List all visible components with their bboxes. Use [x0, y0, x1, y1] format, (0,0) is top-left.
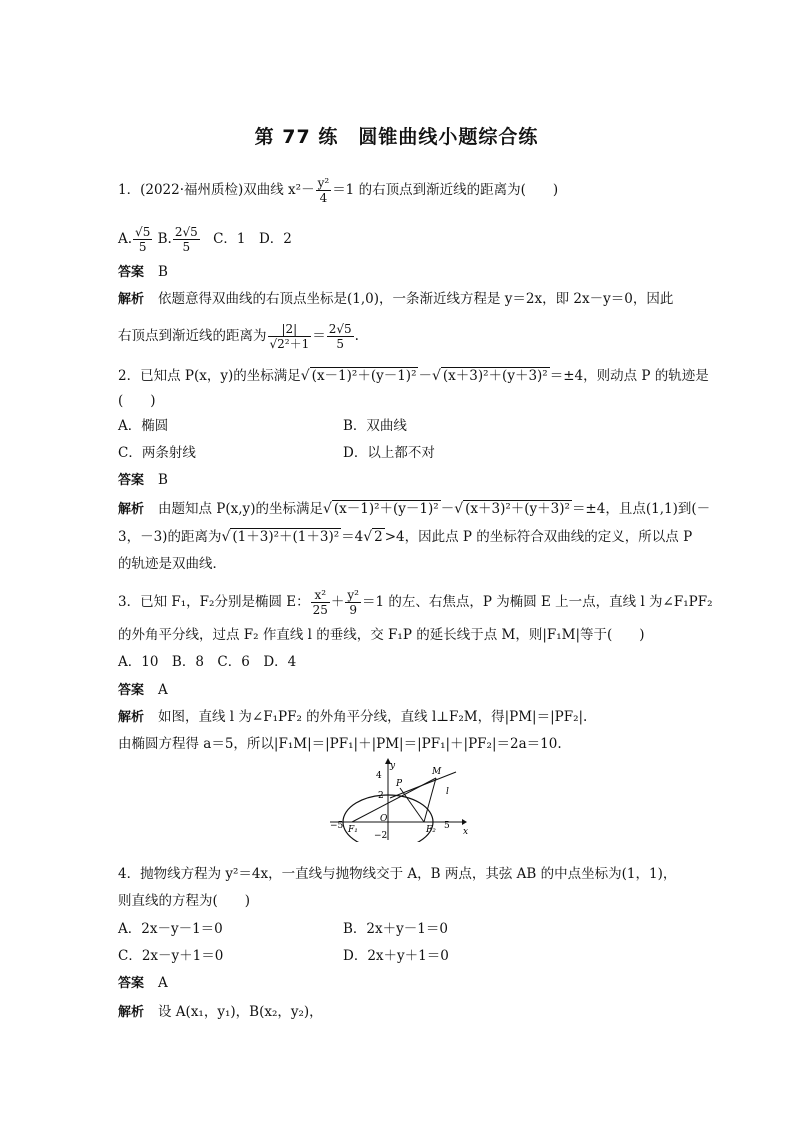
q1-stem-tail: ＝1 的右顶点到渐近线的距离为( ) — [332, 182, 559, 198]
q1-opt-b-num: 2√5 — [174, 225, 198, 239]
q1-stem-text: 1．(2022·福州质检)双曲线 x²－ — [118, 182, 315, 198]
q2-paren: ( ) — [118, 393, 156, 409]
page-title: 第 77 练 圆锥曲线小题综合练 — [254, 126, 539, 148]
q2-answer — [118, 470, 168, 491]
q3-answer-value: A — [158, 682, 168, 698]
q1-opt-a-label: A. — [118, 231, 133, 247]
q2-analysis-root2: (x＋3)²＋(y＋3)² — [465, 501, 570, 517]
fig-l: l — [446, 787, 449, 797]
q3-analysis-line2: 由椭圆方程得 a＝5，所以|F₁M|＝|PF₁|＋|PM|＝|PF₁|＋|PF₂|＝2a＝10. — [118, 736, 562, 752]
fig-x-label: x — [463, 827, 468, 837]
q3-frac1-den: 25 — [312, 603, 328, 617]
q1-frac-den: 4 — [319, 191, 328, 205]
q1-dist-num: |2| — [268, 322, 312, 337]
fig-tick-m2: −2 — [374, 831, 388, 841]
q1-dist-res-frac — [327, 322, 354, 351]
q3-frac2 — [345, 588, 361, 617]
q2-analysis-line1 — [118, 499, 710, 520]
q1-dist-res-num: 2√5 — [328, 322, 352, 336]
fig-tick-2: 2 — [378, 791, 384, 801]
q1-analysis-text1: 依题意得双曲线的右顶点坐标是(1,0)，一条渐近线方程是 y＝2x，即 2x－y＝0，因此 — [158, 291, 674, 307]
q4-stem-line1: 4．抛物线方程为 y²＝4x，一直线与抛物线交于 A，B 两点，其弦 AB 的中点坐标为(1，1)， — [118, 866, 677, 882]
q3-frac1-num: x² — [311, 588, 330, 603]
q4-stem-line2: 则直线的方程为( ) — [118, 893, 251, 909]
q1-dist-frac — [268, 322, 312, 351]
q2-opt-d: D．以上都不对 — [343, 445, 435, 461]
fig-tick-m5: −5 — [330, 821, 344, 831]
q1-answer — [118, 262, 168, 283]
q2-opt-c: C．两条射线 — [118, 445, 196, 461]
q2-root2: (x＋3)²＋(y＋3)² — [442, 368, 548, 384]
sqrt-symbol: √ — [300, 368, 310, 384]
answer-label: 答案 — [118, 683, 145, 698]
q1-answer-value: B — [158, 264, 168, 280]
q2-analysis-tail1: ＝±4，且点(1,1)到(－ — [571, 501, 711, 517]
q4-opt-c: C．2x－y＋1＝0 — [118, 948, 224, 964]
q4-opt-a: A．2x－y－1＝0 — [118, 921, 223, 937]
q4-analysis-text1: 设 A(x₁，y₁)，B(x₂，y₂)， — [158, 1004, 323, 1020]
sqrt-symbol: √ — [322, 501, 332, 517]
q1-opt-a-frac — [133, 225, 152, 254]
q2-analysis-text2: 3，－3)的距离为 — [118, 529, 222, 545]
line-m-f2 — [424, 778, 436, 822]
q1-opt-b-frac — [173, 225, 200, 254]
analysis-label: 解析 — [118, 710, 145, 725]
q2-analysis-minus: － — [440, 501, 455, 517]
q2-minus: － — [418, 368, 432, 384]
q2-analysis-root3: (1＋3)²＋(1＋3)² — [232, 529, 340, 545]
q2-stem — [118, 366, 709, 386]
q3-plus: ＋ — [330, 594, 345, 610]
fig-y-label: y — [390, 761, 396, 771]
q1-analysis-line1 — [118, 289, 673, 310]
fig-f2: F₂ — [426, 825, 436, 835]
q2-opt-a: A．椭圆 — [118, 418, 169, 434]
q1-opt-a-num: √5 — [135, 225, 151, 239]
fig-tick-4: 4 — [376, 771, 382, 781]
q1-stem — [118, 176, 558, 205]
answer-label: 答案 — [118, 473, 145, 488]
q2-root1: (x－1)²＋(y－1)² — [311, 368, 417, 384]
q4-opt-b: B．2x＋y－1＝0 — [343, 921, 448, 937]
q3-analysis-text1: 如图，直线 l 为∠F₁PF₂ 的外角平分线，直线 l⊥F₂M，得|PM|＝|PF₂|. — [158, 709, 588, 725]
sqrt-symbol: √ — [363, 529, 373, 545]
q3-answer — [118, 680, 168, 701]
q2-analysis-line3: 的轨迹是双曲线． — [118, 556, 226, 572]
q1-opt-b-label: B. — [157, 231, 172, 247]
analysis-label: 解析 — [118, 502, 145, 517]
q1-analysis-text2: 右顶点到渐近线的距离为 — [118, 328, 267, 344]
q1-analysis-line2 — [118, 322, 359, 351]
q1-opt-cd: C．1 D．2 — [213, 231, 292, 247]
sqrt-symbol: √ — [221, 529, 231, 545]
answer-label: 答案 — [118, 265, 145, 280]
q1-dist-den: √2²＋1 — [269, 337, 310, 351]
fig-f1: F₁ — [348, 825, 358, 835]
analysis-label: 解析 — [118, 292, 145, 307]
q2-analysis-mid: ＝4 — [341, 529, 364, 545]
q1-dot: . — [354, 328, 359, 344]
fig-m: M — [432, 767, 442, 777]
q3-stem — [118, 588, 713, 617]
q3-stem-line2: 的外角平分线，过点 F₂ 作直线 l 的垂线，交 F₁P 的延长线于点 M，则|F₁M|等于( ) — [118, 627, 645, 643]
x-axis-arrow — [462, 819, 467, 825]
q2-analysis-text1: 由题知点 P(x,y)的坐标满足 — [158, 501, 323, 517]
q4-analysis-line1 — [118, 1002, 323, 1023]
q2-analysis-root4: 2 — [374, 529, 383, 545]
fig-p: P — [396, 779, 403, 789]
q3-stem-tail: ＝1 的左、右焦点，P 为椭圆 E 上一点，直线 l 为∠F₁PF₂ — [361, 594, 713, 610]
q1-frac-num: y² — [317, 176, 330, 190]
q3-analysis-line1 — [118, 707, 587, 728]
sqrt-symbol: √ — [454, 501, 464, 517]
q2-stem-text: 2．已知点 P(x，y)的坐标满足 — [118, 368, 301, 384]
q1-eq: ＝ — [312, 328, 326, 344]
answer-label: 答案 — [118, 976, 145, 991]
q2-opt-b: B．双曲线 — [343, 418, 407, 434]
fig-origin: O — [380, 814, 388, 824]
q3-stem-text: 3．已知 F₁，F₂分别是椭圆 E： — [118, 594, 310, 610]
q4-answer-value: A — [158, 975, 168, 991]
analysis-label: 解析 — [118, 1005, 145, 1020]
q2-answer-value: B — [158, 472, 168, 488]
q4-opt-d: D．2x＋y＋1＝0 — [343, 948, 449, 964]
fig-tick-5: 5 — [444, 821, 450, 831]
q3-frac2-num: y² — [347, 588, 359, 602]
q2-analysis-root1: (x－1)²＋(y－1)² — [333, 501, 439, 517]
q3-frac2-den: 9 — [349, 603, 357, 617]
q2-stem-tail: ＝±4，则动点 P 的轨迹是 — [549, 368, 709, 384]
q1-fraction — [316, 176, 332, 205]
q1-opt-b-den: 5 — [182, 240, 191, 254]
q4-answer — [118, 973, 168, 994]
q1-opt-a-den: 5 — [138, 240, 147, 254]
q3-options: A．10 B．8 C．6 D．4 — [118, 654, 297, 670]
q1-options — [118, 225, 292, 254]
ellipse-figure — [328, 758, 468, 842]
q1-dist-res-den: 5 — [336, 337, 345, 351]
q2-analysis-line2 — [118, 527, 692, 547]
q2-analysis-tail2: >4，因此点 P 的坐标符合双曲线的定义，所以点 P — [384, 529, 693, 545]
q3-frac1 — [311, 588, 330, 617]
sqrt-symbol: √ — [431, 368, 441, 384]
